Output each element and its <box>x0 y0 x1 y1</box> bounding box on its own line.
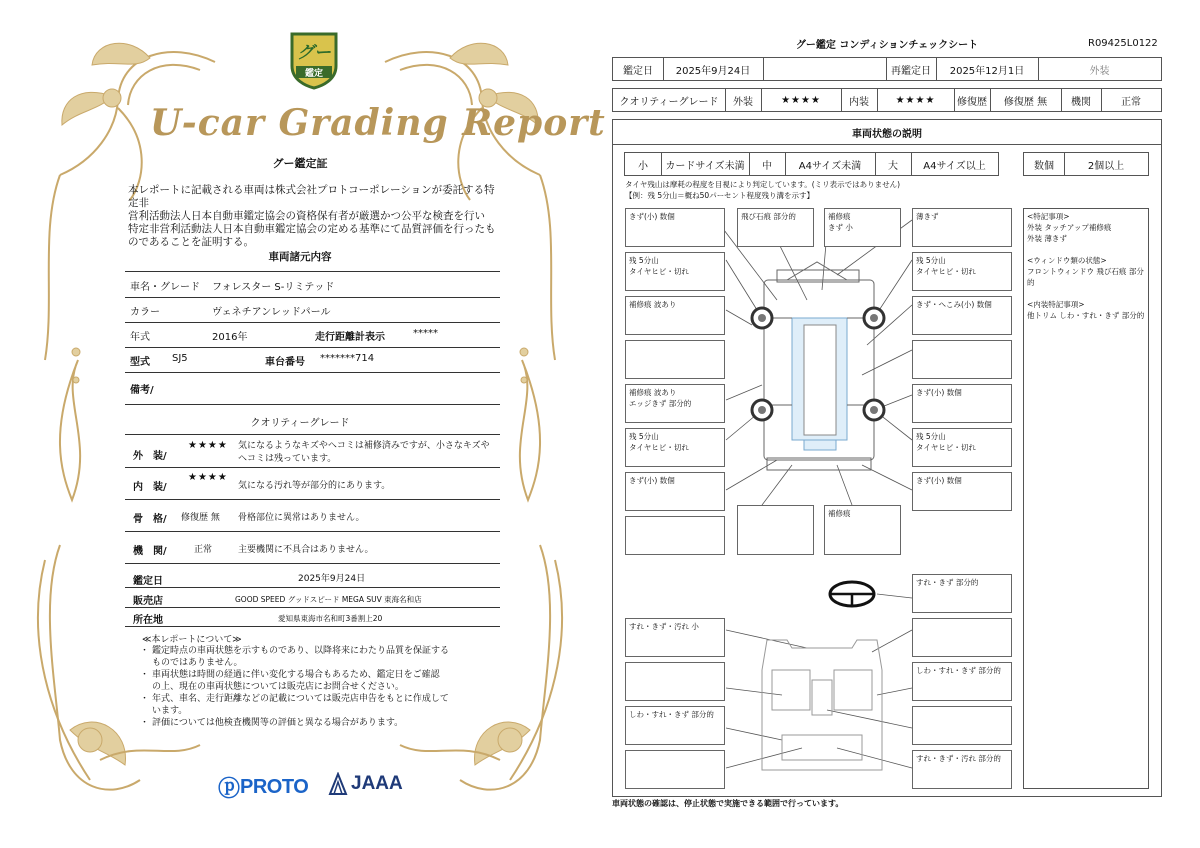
engine-label-sheet: 機関 <box>1071 96 1091 108</box>
chassis-value: *******714 <box>320 353 375 364</box>
tire-note: タイヤ残山は摩耗の程度を目視により判定しています。(ミリ表示ではありません) 【例：残 5分山＝概ね50パーセント程度残り溝を示す】 <box>625 180 901 200</box>
damage-box: 補修痕 きず 小 <box>824 208 901 247</box>
model-label: 型式 <box>130 357 150 368</box>
interior-label: 内 装/ <box>133 482 167 493</box>
damage-box: きず(小) 数個 <box>912 472 1012 511</box>
proto-mark-icon: ⓟ <box>218 776 241 801</box>
dealer-label: 販売店 <box>133 596 163 607</box>
damage-box <box>912 340 1012 379</box>
interior-box: すれ・きず・汚れ 小 <box>625 618 725 657</box>
damage-box: 補修痕 波あり エッジきず 部分的 <box>625 384 725 423</box>
sheet-title: グー鑑定 コンディションチェックシート <box>795 40 979 51</box>
legend-medium-desc: A4サイズ未満 <box>798 160 862 172</box>
exterior-comment: 気になるようなキズやヘコミは補修済みですが、小さなキズや ヘコミは残っています。 <box>238 441 490 464</box>
address-label: 所在地 <box>133 615 163 626</box>
divider <box>125 434 500 435</box>
about-item: ・ 評価については他検査機関等の評価と異なる場合があります。 <box>140 718 404 728</box>
engine-value: 正常 <box>194 545 213 555</box>
grade-label: クオリティーグレード <box>619 96 719 108</box>
year-value: 2016年 <box>212 332 248 343</box>
divider <box>125 587 500 588</box>
damage-box: きず・へこみ(小) 数個 <box>912 296 1012 335</box>
proto-logo: ⓟ PROTO <box>218 772 308 803</box>
interior-outline-icon <box>762 640 882 770</box>
damage-box: 飛び石痕 部分的 <box>737 208 814 247</box>
repair-label: 修復歴 <box>957 96 987 108</box>
date-row <box>612 57 1162 81</box>
interior-box: すれ・きず・汚れ 部分的 <box>912 750 1012 789</box>
divider <box>125 322 500 323</box>
damage-box: 補修痕 <box>824 505 901 555</box>
address-value: 愛知県東海市名和町3番割上20 <box>278 614 383 623</box>
interior-comment: 気になる汚れ等が部分的にあります。 <box>238 481 391 491</box>
color-label: カラー <box>130 307 160 318</box>
divider <box>125 467 500 468</box>
interior-box <box>625 662 725 701</box>
badge-bottom-text: 鑑定 <box>304 69 323 79</box>
grade-row <box>612 88 1162 112</box>
size-legend <box>624 152 999 176</box>
legend-count: 数個 <box>1034 160 1054 172</box>
appraisal-date-label: 鑑定日 <box>623 65 653 77</box>
dealer-value: GOOD SPEED グッドスピード MEGA SUV 東海名和店 <box>235 595 422 604</box>
damage-box: きず(小) 数個 <box>912 384 1012 423</box>
int-stars: ★★★★ <box>895 94 936 106</box>
damage-box: きず(小) 数個 <box>625 208 725 247</box>
about-heading: ≪本レポートについて≫ <box>142 635 242 645</box>
date-label: 鑑定日 <box>133 576 163 587</box>
divider <box>125 607 500 608</box>
special-notes: <特記事項> 外装 タッチアップ補修痕 外装 薄きず <ウィンドウ類の状態> フロントウィンドウ 飛び石痕 部分的 <内装特記事項> 他トリム しわ・すれ・きず 部分的 <box>1023 208 1149 789</box>
divider <box>125 297 500 298</box>
legend-small: 小 <box>638 160 648 172</box>
frame-label: 骨 格/ <box>133 514 167 525</box>
damage-box: きず(小) 数個 <box>625 472 725 511</box>
appraisal-date: 2025年9月24日 <box>675 65 751 77</box>
int-label: 内装 <box>849 96 869 108</box>
legend-medium: 中 <box>762 160 772 172</box>
damage-box: 残 5分山 タイヤヒビ・切れ <box>912 428 1012 467</box>
year-label: 年式 <box>130 332 150 343</box>
divider <box>125 563 500 564</box>
divider <box>125 531 500 532</box>
name-value: フォレスター S-リミテッド <box>212 282 335 293</box>
steering-wheel-icon <box>830 582 874 606</box>
intro-text: 本レポートに記載される車両は株式会社プロトコーポレーションが委託する特定非 営利活動法人日本自動車鑑定協会の資格保有者が厳選かつ公平な検査を行い 特定非営利活動法人日本自動車鑑定協会の定める基準にて品質評価を行ったも のであることを証明する。 <box>128 184 496 248</box>
interior-box <box>912 618 1012 657</box>
legend-large-desc: A4サイズ以上 <box>923 160 986 172</box>
odometer-value: ***** <box>413 328 438 339</box>
damage-box: 残 5分山 タイヤヒビ・切れ <box>625 252 725 291</box>
about-item: ・ 鑑定時点の車両状態を示すものであり、以降将来にわたり品質を保証する ものではありません。 <box>140 646 450 668</box>
legend-count-desc: 2個以上 <box>1087 160 1125 172</box>
odometer-label: 走行距離計表示 <box>315 332 385 343</box>
date-value: 2025年9月24日 <box>298 574 366 584</box>
interior-box <box>625 750 725 789</box>
spec-heading: 車両諸元内容 <box>268 251 332 263</box>
jaaa-mark-icon <box>328 772 348 796</box>
exterior-stars: ★★★★ <box>188 440 228 451</box>
about-item: ・ 車両状態は時間の経過に伴い変化する場合もあるため、鑑定日をご確認 の上、現在の車両状態については販売店にお問合せください。 <box>140 670 440 692</box>
color-value: ヴェネチアンレッドパール <box>212 307 331 318</box>
frame-comment: 骨格部位に異常はありません。 <box>238 513 365 523</box>
damage-box: 補修痕 波あり <box>625 296 725 335</box>
target-label: 外装 <box>1089 65 1110 77</box>
damage-box: 薄きず <box>912 208 1012 247</box>
reappraisal-label: 再鑑定日 <box>891 65 931 77</box>
damage-box <box>625 340 725 379</box>
count-legend <box>1023 152 1149 176</box>
certificate-subtitle: グー鑑定証 <box>272 157 328 170</box>
goo-badge-logo <box>286 30 342 90</box>
interior-box: すれ・きず 部分的 <box>912 574 1012 613</box>
remarks-label: 備考/ <box>130 385 154 396</box>
jaaa-logo: JAAA <box>328 772 403 796</box>
repair-value: 修復歴 無 <box>1003 96 1048 108</box>
engine-label: 機 関/ <box>133 546 167 557</box>
frame-value: 修復歴 無 <box>181 513 220 523</box>
interior-box <box>912 706 1012 745</box>
ext-label: 外装 <box>733 96 753 108</box>
chassis-label: 車台番号 <box>265 357 305 368</box>
exterior-label: 外 装/ <box>133 451 167 462</box>
report-id: R09425L0122 <box>1088 38 1158 49</box>
section-title: 車両状態の説明 <box>852 128 922 140</box>
interior-box: しわ・すれ・きず 部分的 <box>625 706 725 745</box>
divider <box>125 372 500 373</box>
divider <box>125 499 500 500</box>
badge-top-text: グー <box>297 43 331 63</box>
quality-heading: クオリティーグレード <box>250 418 350 429</box>
damage-box: 残 5分山 タイヤヒビ・切れ <box>912 252 1012 291</box>
sheet-footer: 車両状態の確認は、停止状態で実施できる範囲で行っています。 <box>612 799 844 808</box>
damage-box: 残 5分山 タイヤヒビ・切れ <box>625 428 725 467</box>
about-item: ・ 年式、車名、走行距離などの記載については販売店申告をもとに作成して います。 <box>140 694 449 716</box>
legend-small-desc: カードサイズ未満 <box>665 160 745 172</box>
damage-box <box>737 505 814 555</box>
about-list <box>140 645 490 729</box>
legend-large: 大 <box>888 160 898 172</box>
reappraisal-date: 2025年12月1日 <box>949 65 1025 77</box>
engine-value-sheet: 正常 <box>1121 96 1141 108</box>
damage-box <box>625 516 725 555</box>
engine-comment: 主要機関に不具合はありません。 <box>238 545 374 555</box>
interior-box: しわ・すれ・きず 部分的 <box>912 662 1012 701</box>
divider <box>125 271 500 272</box>
divider <box>125 404 500 405</box>
divider <box>125 626 500 627</box>
name-label: 車名・グレード <box>130 282 200 293</box>
report-title: U-car Grading Report <box>150 102 606 144</box>
ext-stars: ★★★★ <box>781 94 821 106</box>
interior-stars: ★★★★ <box>188 472 228 483</box>
divider <box>125 347 500 348</box>
model-value: SJ5 <box>172 353 188 364</box>
